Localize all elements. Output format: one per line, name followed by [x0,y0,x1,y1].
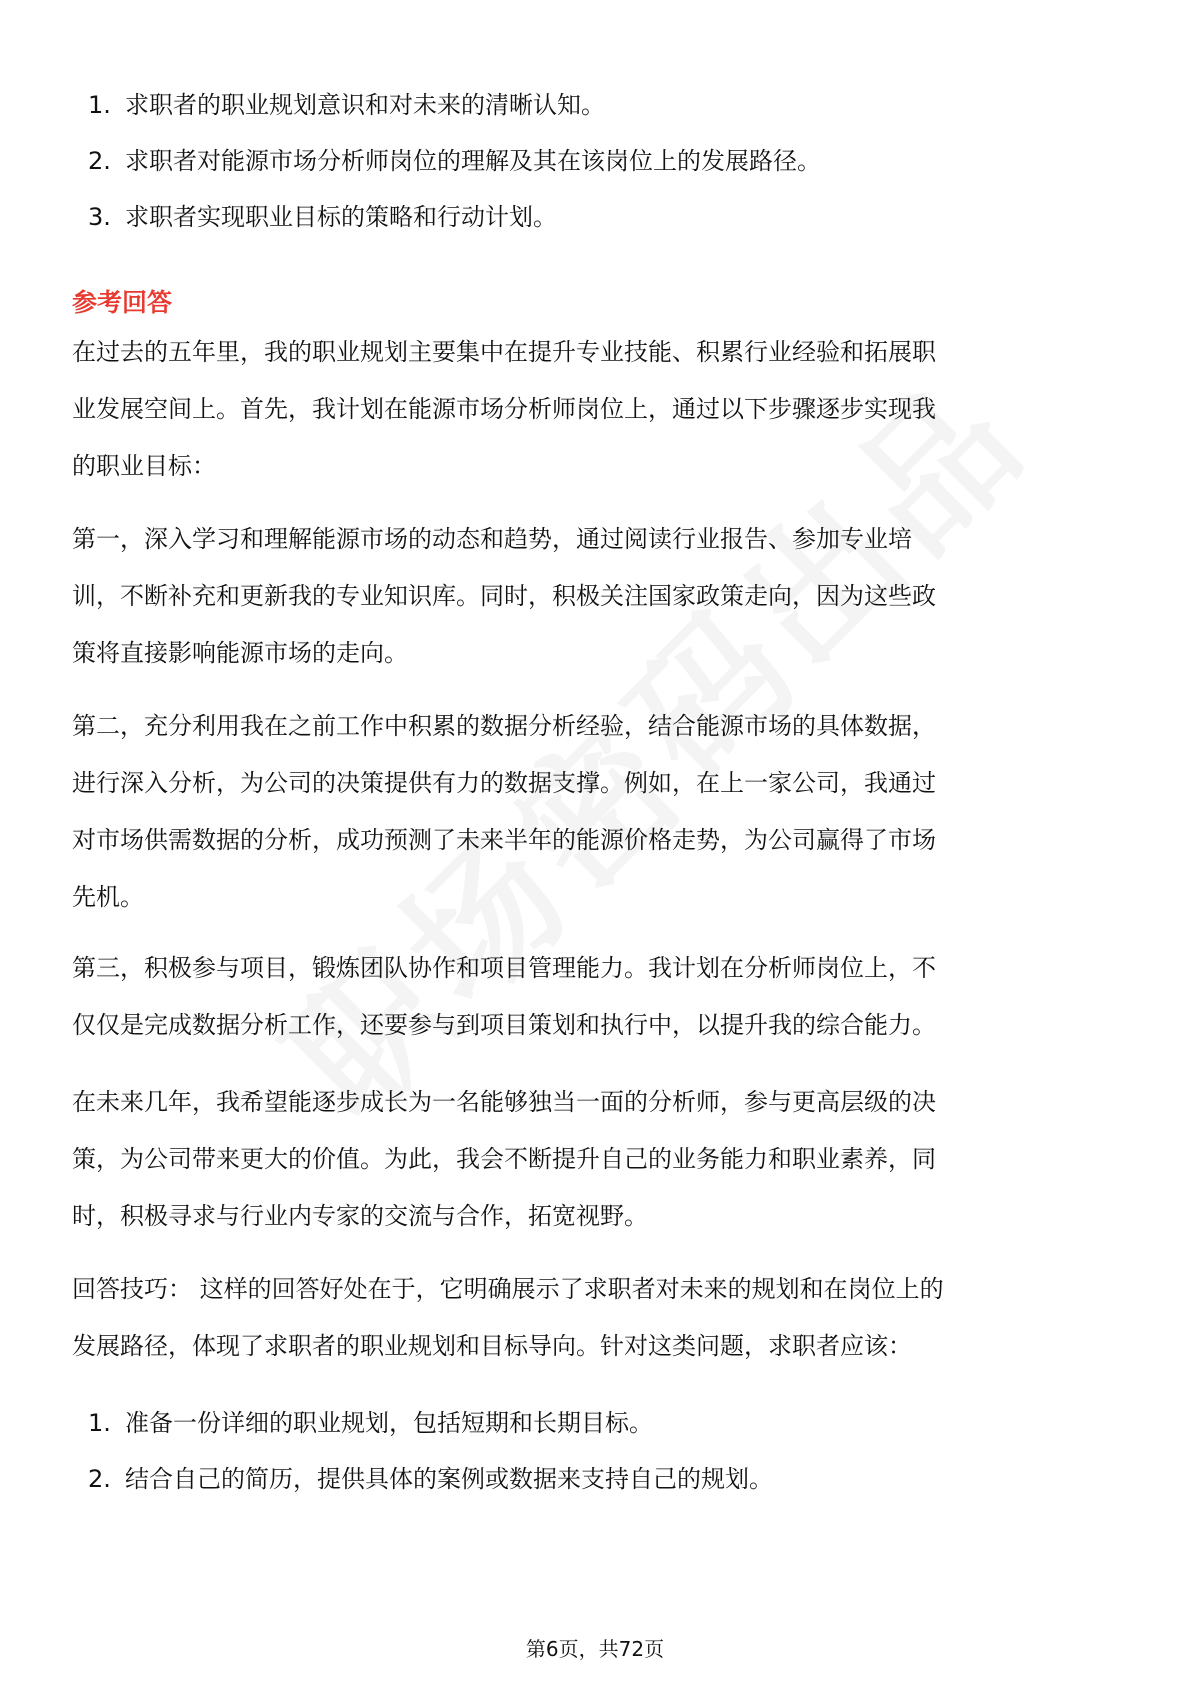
paragraph-future [72,1074,1122,1245]
paragraph-line: 对市场供需数据的分析，成功预测了未来半年的能源价格走势，为公司赢得了市场 [72,826,936,854]
paragraph-tips [72,1261,1122,1375]
page-number-footer: 第6页，共72页 [525,1637,665,1661]
paragraph-line: 业发展空间上。首先，我计划在能源市场分析师岗位上，通过以下步骤逐步实现我 [72,395,936,423]
list-item [0,133,1190,189]
list-item-number: 2. [88,147,111,175]
paragraph-line: 回答技巧： 这样的回答好处在于，它明确展示了求职者对未来的规划和在岗位上的 [72,1275,944,1303]
paragraph-third [72,940,1122,1054]
list-item-text: 准备一份详细的职业规划，包括短期和长期目标。 [125,1409,653,1437]
paragraph-line: 策，为公司带来更大的价值。为此，我会不断提升自己的业务能力和职业素养，同 [72,1145,936,1173]
paragraph-line: 策将直接影响能源市场的走向。 [72,639,408,667]
list-item [0,1451,1190,1507]
paragraph-first [72,511,1122,682]
paragraph-line: 仅仅是完成数据分析工作，还要参与到项目策划和执行中，以提升我的综合能力。 [72,1011,936,1039]
paragraph-line: 训，不断补充和更新我的专业知识库。同时，积极关注国家政策走向，因为这些政 [72,582,936,610]
list-item [0,1395,1190,1451]
list-item-number: 1. [88,91,111,119]
list-item-number: 1. [88,1409,111,1437]
paragraph-line: 在过去的五年里，我的职业规划主要集中在提升专业技能、积累行业经验和拓展职 [72,338,936,366]
list-item-text: 求职者的职业规划意识和对未来的清晰认知。 [125,91,605,119]
list-item-text: 求职者实现职业目标的策略和行动计划。 [125,203,557,231]
list-item-number: 3. [88,203,111,231]
paragraph-line: 进行深入分析，为公司的决策提供有力的数据支撑。例如，在上一家公司，我通过 [72,769,936,797]
paragraph-line: 第三，积极参与项目，锻炼团队协作和项目管理能力。我计划在分析师岗位上，不 [72,954,936,982]
paragraph-intro [72,324,1122,495]
paragraph-line: 先机。 [72,883,144,911]
answer-heading: 参考回答 [72,288,173,317]
paragraph-line: 在未来几年，我希望能逐步成长为一名能够独当一面的分析师，参与更高层级的决 [72,1088,936,1116]
paragraph-line: 的职业目标： [72,452,216,480]
list-item [0,189,1190,245]
list-item-number: 2. [88,1465,111,1493]
list-item-text: 求职者对能源市场分析师岗位的理解及其在该岗位上的发展路径。 [125,147,821,175]
paragraph-line: 第一，深入学习和理解能源市场的动态和趋势，通过阅读行业报告、参加专业培 [72,525,912,553]
top-ordered-list [0,77,1190,245]
bottom-ordered-list [0,1395,1190,1507]
paragraph-line: 发展路径，体现了求职者的职业规划和目标导向。针对这类问题，求职者应该： [72,1332,912,1360]
paragraph-line: 时，积极寻求与行业内专家的交流与合作，拓宽视野。 [72,1202,648,1230]
paragraph-line: 第二，充分利用我在之前工作中积累的数据分析经验，结合能源市场的具体数据， [72,712,936,740]
list-item-text: 结合自己的简历，提供具体的案例或数据来支持自己的规划。 [125,1465,773,1493]
list-item [0,77,1190,133]
paragraph-second [72,698,1122,926]
